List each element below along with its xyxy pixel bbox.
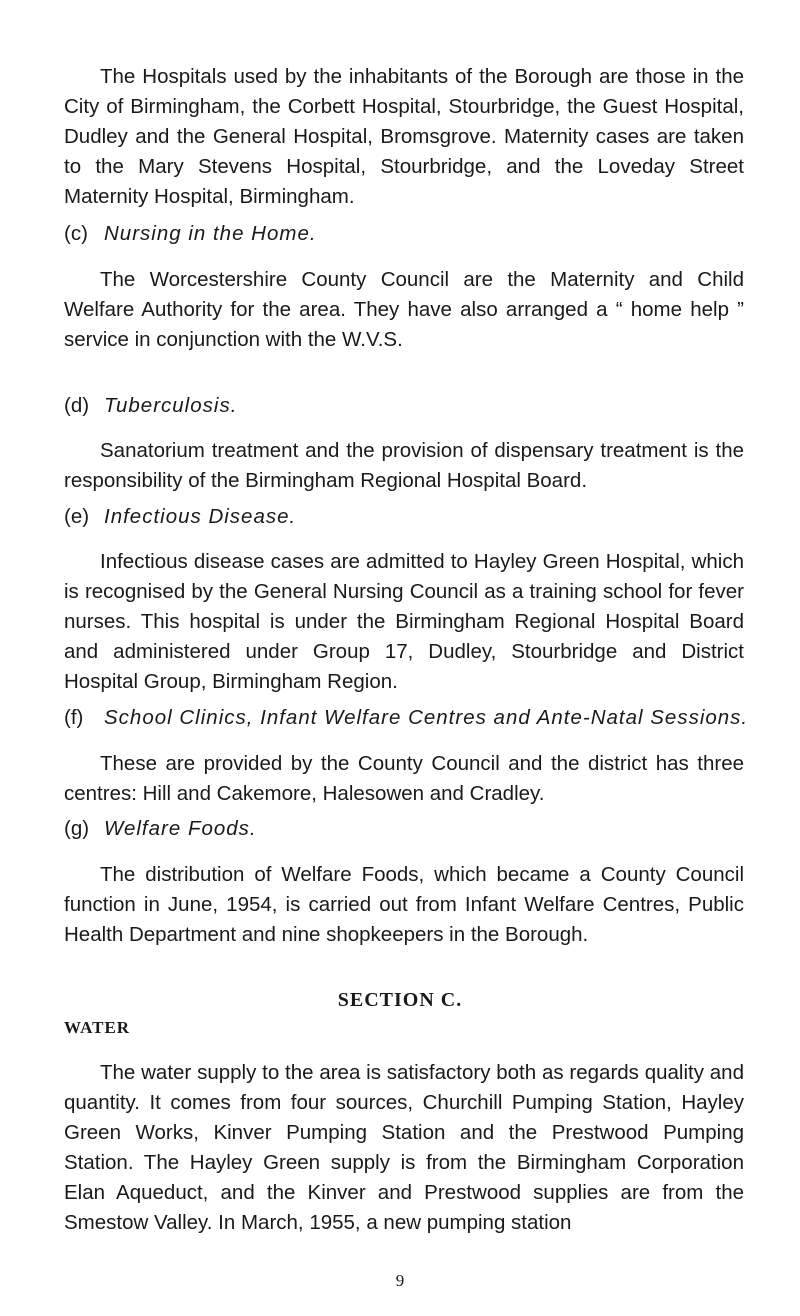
school-clinics-paragraph: These are provided by the County Council and the district has three centres: Hill and Cakemore, Halesowen and Cradley. [64, 752, 744, 805]
heading-nursing-in-the-home [64, 219, 744, 249]
tuberculosis-paragraph: Sanatorium treatment and the provision of dispensary treatment is the responsibility of the Birmingham Regional Hospital Board. [64, 439, 744, 492]
nursing-paragraph: The Worcestershire County Council are the Maternity and Child Welfare Authority for the area. They have also arranged a “ home help ” service in conjunction with the W.V.S. [64, 268, 744, 351]
heading-letter: (c) [64, 222, 88, 245]
welfare-foods-paragraph: The distribution of Welfare Foods, which became a County Council function in June, 1954, is carried out from Infant Welfare Centres, Public Health Department and nine shopkeepers in the Borough. [64, 863, 744, 946]
heading-infectious-disease [64, 502, 744, 532]
infectious-disease-paragraph: Infectious disease cases are admitted to Hayley Green Hospital, which is recognised by the General Nursing Council as a training school for fever nurses. This hospital is under the Birmingham Regional Hospital Board and administered under Group 17, Dudley, Stourbridge and District Hospital Group, Birmingham Region. [64, 550, 744, 693]
heading-school-clinics [64, 703, 749, 733]
page-number: 9 [395, 1271, 405, 1290]
heading-title: Infectious Disease. [104, 505, 297, 528]
section-c-title: SECTION C. [337, 989, 463, 1011]
heading-tuberculosis [64, 391, 744, 421]
heading-title: School Clinics, Infant Welfare Centres and Ante-Natal Sessions. [104, 706, 749, 729]
heading-title: Tuberculosis. [104, 394, 238, 417]
heading-title: Nursing in the Home. [104, 222, 317, 245]
water-subheading: WATER [64, 1018, 131, 1037]
heading-welfare-foods [64, 814, 744, 844]
heading-letter: (f) [64, 706, 84, 729]
heading-title: Welfare Foods. [104, 817, 257, 840]
heading-letter: (d) [64, 394, 90, 417]
intro-paragraph: The Hospitals used by the inhabitants of the Borough are those in the City of Birmingham, the Corbett Hospital, Stourbridge, the Guest Hospital, Dudley and the General Hospital, Bromsgrove. Maternity cases are taken to the Mary Stevens Hospital, Stourbridge, and the Loveday Street Maternity Hospital, Birmingham. [64, 65, 744, 208]
heading-letter: (e) [64, 505, 90, 528]
water-paragraph: The water supply to the area is satisfactory both as regards quality and quantity. It comes from four sources, Churchill Pumping Station, Hayley Green Works, Kinver Pumping Station and the Prestwood Pumping Station. The Hayley Green supply is from the Birmingham Corporation Elan Aqueduct, and the Kinver and Prestwood supplies are from the Smestow Valley. In March, 1955, a new pumping station [64, 1061, 744, 1234]
heading-letter: (g) [64, 817, 90, 840]
